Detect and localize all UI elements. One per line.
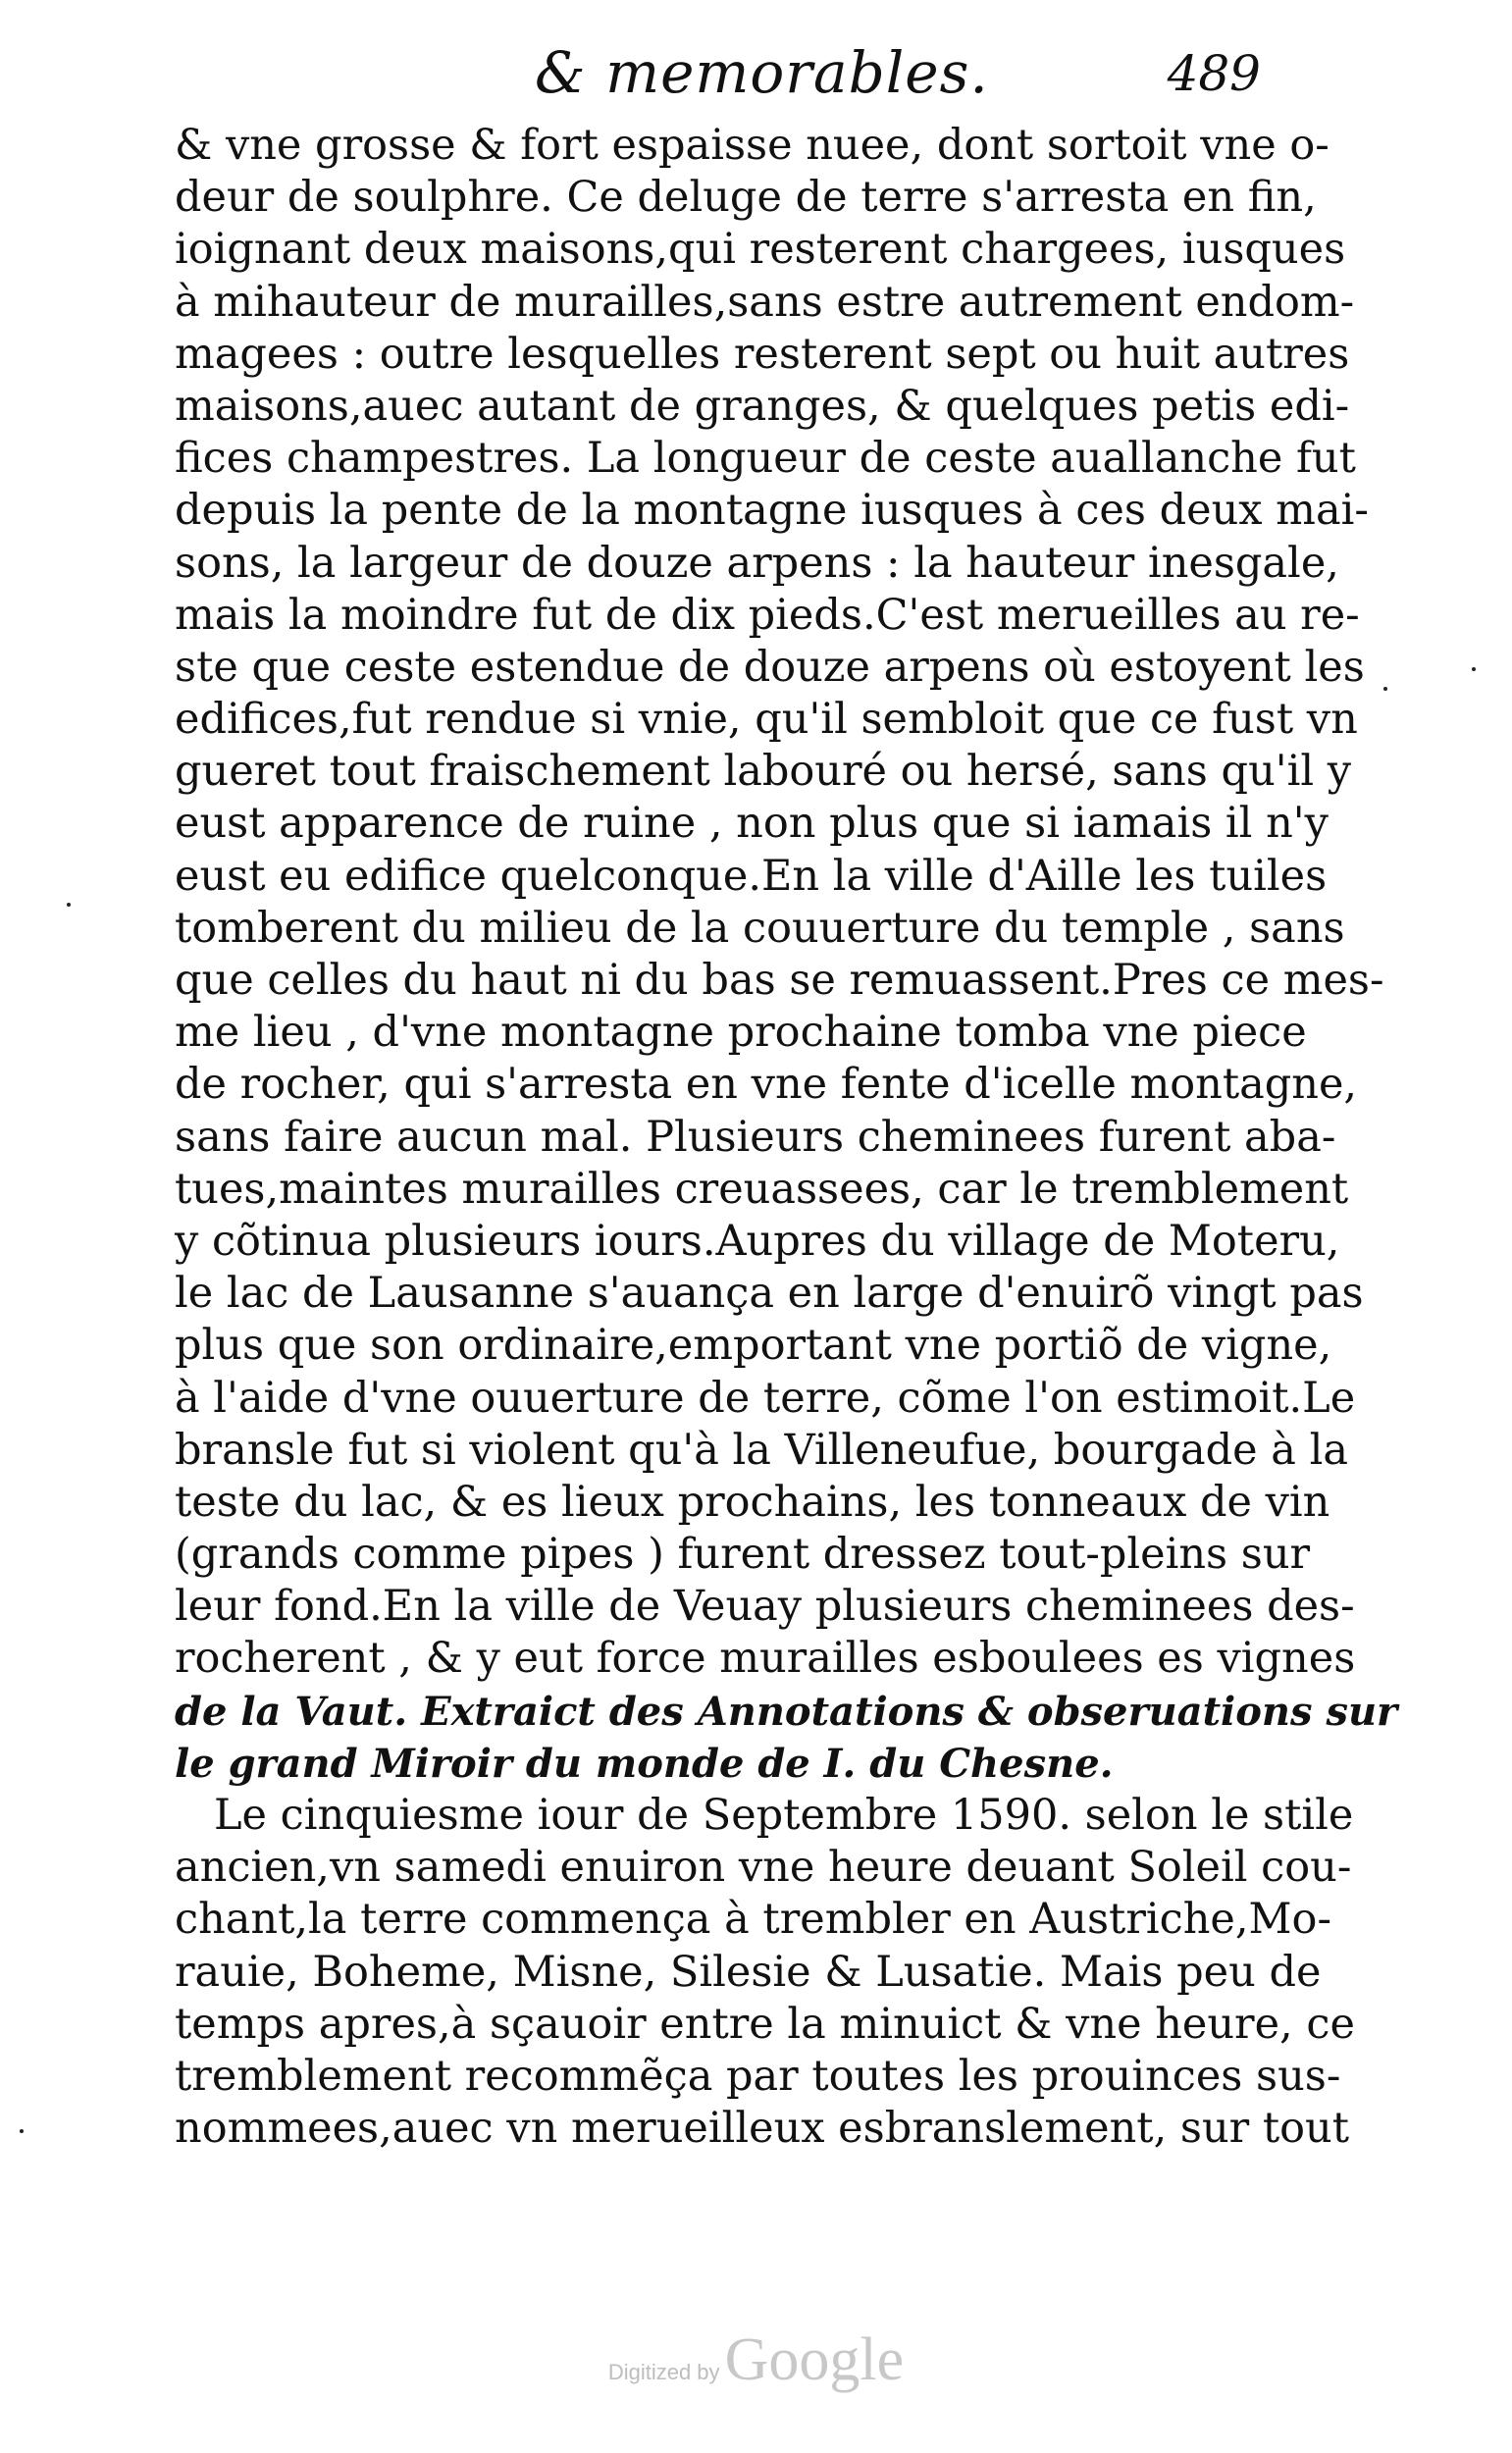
text-line: eust eu edifice quelconque.En la ville d'Aille les tuiles [175, 851, 1328, 901]
citation-line: le grand Miroir du monde de I. du Chesne. [175, 1740, 1114, 1787]
text-line: me lieu , d'vne montagne prochaine tomba vne piece [175, 1008, 1307, 1058]
ink-speck [67, 903, 71, 907]
ink-speck [1472, 667, 1476, 671]
text-line: magees : outre lesquelles resterent sept ou huit autres [175, 329, 1350, 379]
text-line: nommees,auec vn merueilleux esbranslement, sur tout [175, 2104, 1350, 2154]
citation-line: de la Vaut. Extraict des Annotations & obseruations sur [175, 1688, 1398, 1735]
text-line: leur fond.En la ville de Veuay plusieurs cheminees des- [175, 1582, 1355, 1632]
text-line: (grands comme pipes ) furent dressez tout-pleins sur [175, 1530, 1311, 1580]
text-line: mais la moindre fut de dix pieds.C'est merueilles au re- [175, 590, 1360, 640]
google-watermark: Google [724, 2326, 905, 2393]
text-line: plus que son ordinaire,emportant vne portiõ de vigne, [175, 1321, 1332, 1371]
text-line: ste que ceste estendue de douze arpens où estoyent les [175, 642, 1365, 692]
text-line: à mihauteur de murailles,sans estre autrement endom- [175, 277, 1355, 327]
text-line: à l'aide d'vne ouuerture de terre, cõme l'on estimoit.Le [175, 1373, 1356, 1423]
text-line: le lac de Lausanne s'auança en large d'enuirõ vingt pas [175, 1269, 1364, 1319]
text-line: tomberent du milieu de la couuerture du temple , sans [175, 903, 1345, 953]
text-line: deur de soulphre. Ce deluge de terre s'arresta en fin, [175, 173, 1317, 223]
text-line: fices champestres. La longueur de ceste auallanche fut [175, 434, 1356, 484]
text-line: temps apres,à sçauoir entre la minuict & vne heure, ce [175, 1999, 1355, 2049]
page-header [172, 39, 1261, 118]
digitized-by-label: Digitized by [607, 2360, 720, 2384]
text-line: sans faire aucun mal. Plusieurs cheminees furent aba- [175, 1112, 1336, 1162]
text-line: Le cinquiesme iour de Septembre 1590. selon le stile [214, 1791, 1354, 1840]
text-line: bransle fut si violent qu'à la Villeneufue, bourgade à la [175, 1425, 1348, 1475]
text-line: & vne grosse & fort espaisse nuee, dont sortoit vne o- [175, 121, 1330, 170]
page-number: 489 [1167, 45, 1261, 102]
body-text [175, 120, 1398, 2155]
text-line: gueret tout fraischement labouré ou hersé, sans qu'il y [175, 747, 1352, 797]
text-line: edifices,fut rendue si vnie, qu'il sembloit que ce fust vn [175, 695, 1358, 745]
text-line: sons, la largeur de douze arpens : la hauteur inesgale, [175, 538, 1339, 588]
text-line: tremblement recommẽça par toutes les prouinces sus- [175, 2051, 1341, 2101]
text-line: ioignant deux maisons,qui resterent chargees, iusques [175, 225, 1346, 275]
text-line: teste du lac, & es lieux prochains, les tonneaux de vin [175, 1477, 1330, 1527]
text-line: ancien,vn samedi enuiron vne heure deuant Soleil cou- [175, 1843, 1352, 1893]
text-line: maisons,auec autant de granges, & quelques petis edi- [175, 381, 1350, 431]
ink-speck [1383, 687, 1387, 691]
text-line: que celles du haut ni du bas se remuassent.Pres ce mes- [175, 956, 1384, 1005]
text-line: rauie, Boheme, Misne, Silesie & Lusatie. Mais peu de [175, 1947, 1322, 1997]
ink-speck [20, 2129, 24, 2133]
text-line: rocherent , & y eut force murailles esboulees es vignes [175, 1634, 1356, 1684]
running-head: & memorables. [535, 39, 989, 106]
text-line: tues,maintes murailles creuassees, car le tremblement [175, 1164, 1349, 1214]
digitization-footer [0, 2325, 1512, 2395]
text-line: y cõtinua plusieurs iours.Aupres du village de Moteru, [175, 1216, 1340, 1266]
text-line: de rocher, qui s'arresta en vne fente d'icelle montagne, [175, 1060, 1358, 1110]
text-line: chant,la terre commença à trembler en Austriche,Mo- [175, 1895, 1331, 1945]
text-line: depuis la pente de la montagne iusques à ces deux mai- [175, 486, 1369, 536]
text-line: eust apparence de ruine , non plus que si iamais il n'y [175, 799, 1329, 849]
